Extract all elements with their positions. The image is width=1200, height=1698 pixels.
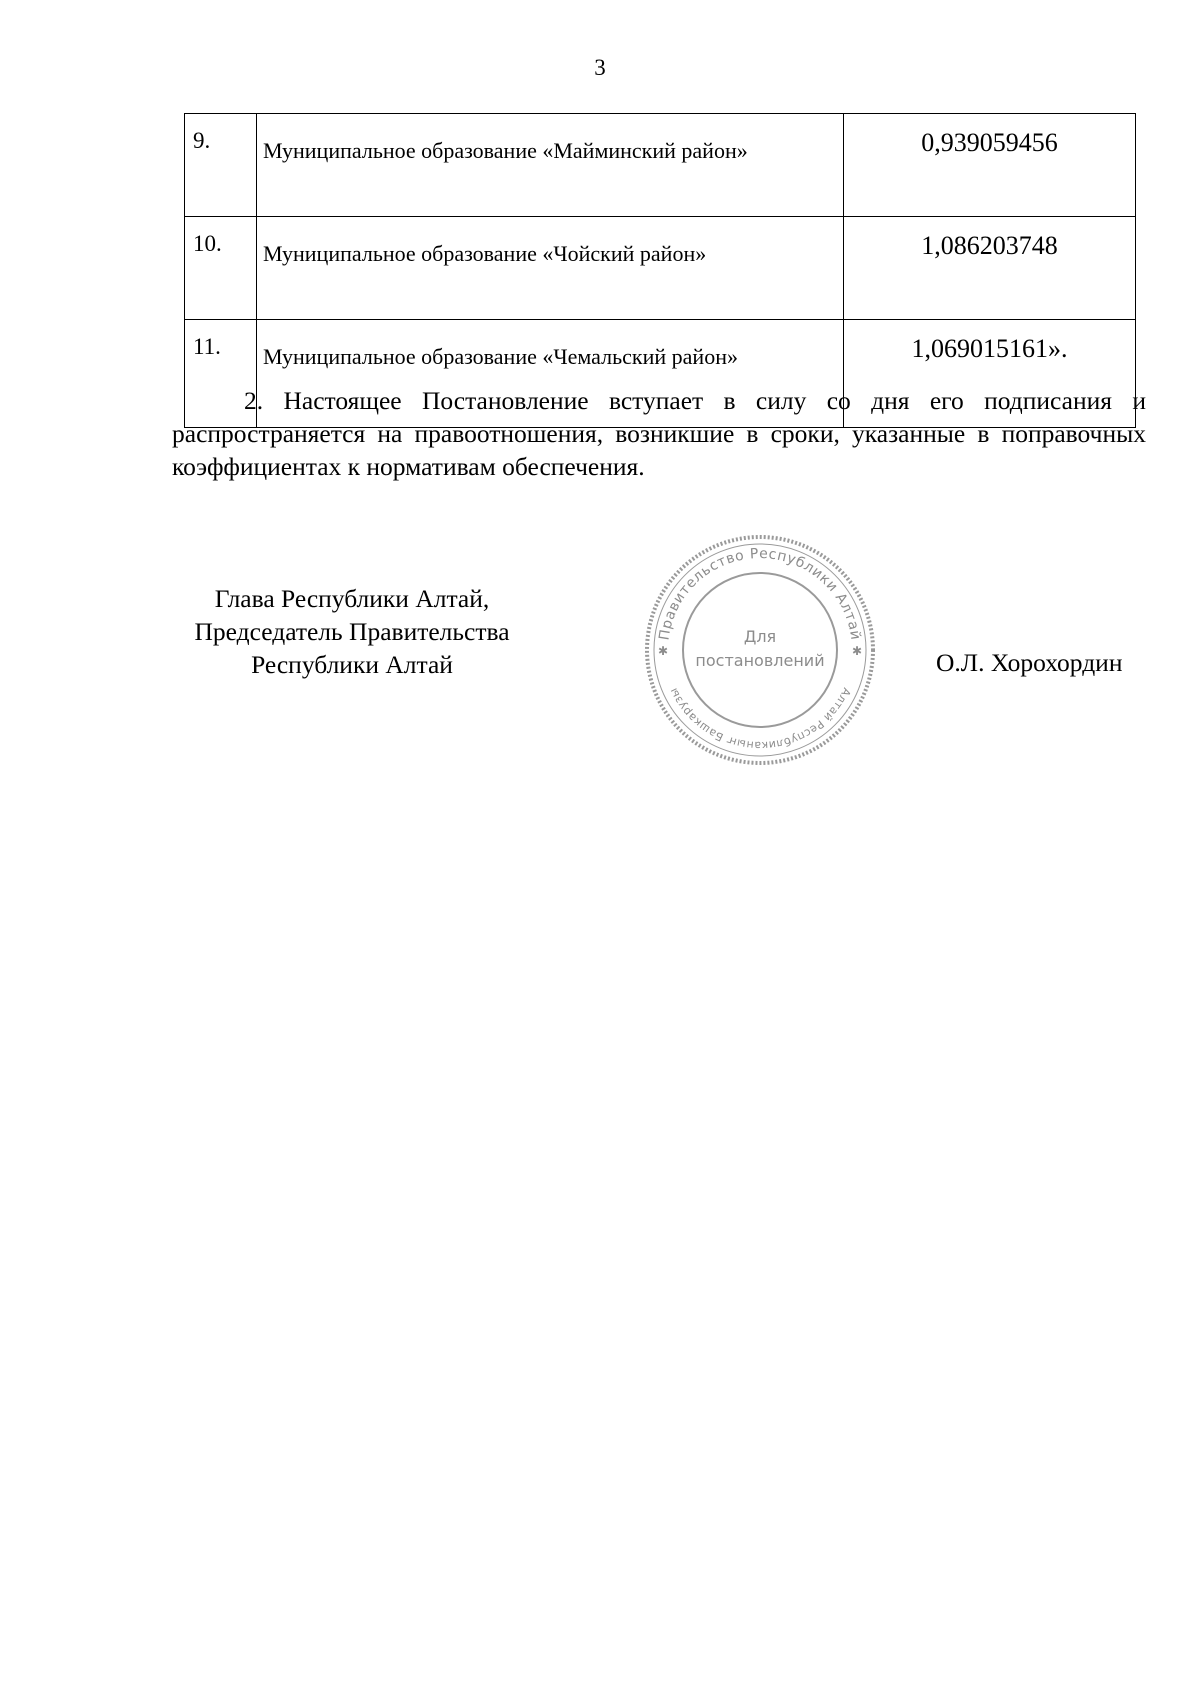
seal-star-right: ✱	[851, 644, 863, 658]
seal-center-line-1: Для	[743, 627, 777, 646]
official-seal	[640, 530, 880, 770]
coefficient-value: 1,086203748	[844, 217, 1136, 320]
seal-outer-ring	[647, 537, 873, 763]
table-row	[185, 217, 1136, 320]
municipality-name: Муниципальное образование «Чойский район»	[257, 217, 844, 320]
signatory-name: О.Л. Хорохордин	[936, 648, 1123, 677]
row-number: 9.	[185, 114, 257, 217]
municipality-name: Муниципальное образование «Чемальский район»	[257, 320, 844, 428]
seal-top-text: Правительство Республики Алтай	[656, 545, 864, 642]
seal-outer-ring-inner-edge	[654, 544, 866, 756]
coefficient-value: 1,069015161».	[844, 320, 1136, 428]
page-number: 3	[594, 55, 606, 80]
signatory-title-line: Республики Алтай	[251, 650, 453, 679]
table-row	[185, 114, 1136, 217]
seal-center-line-2: постановлений	[695, 651, 825, 670]
signatory-title-line: Глава Республики Алтай,	[214, 584, 490, 613]
coefficient-value: 0,939059456	[844, 114, 1136, 217]
coefficients-table	[184, 113, 1136, 428]
municipality-name: Муниципальное образование «Майминский район»	[257, 114, 844, 217]
signatory-title	[172, 582, 532, 681]
signatory-title-line: Председатель Правительства	[194, 617, 510, 646]
seal-bottom-text: Алтай Республиканыҥ Башкарузы	[666, 685, 854, 753]
effective-date-paragraph: 2. Настоящее Постановление вступает в силу со дня его подписания и распространяется на правоотношения, возникшие в сроки, указанные в поправочных коэффициентах к нормативам обеспечения.	[172, 386, 1146, 481]
row-number: 10.	[185, 217, 257, 320]
seal-inner-ring	[683, 573, 837, 727]
seal-star-left: ✱	[657, 644, 669, 658]
row-number: 11.	[185, 320, 257, 428]
